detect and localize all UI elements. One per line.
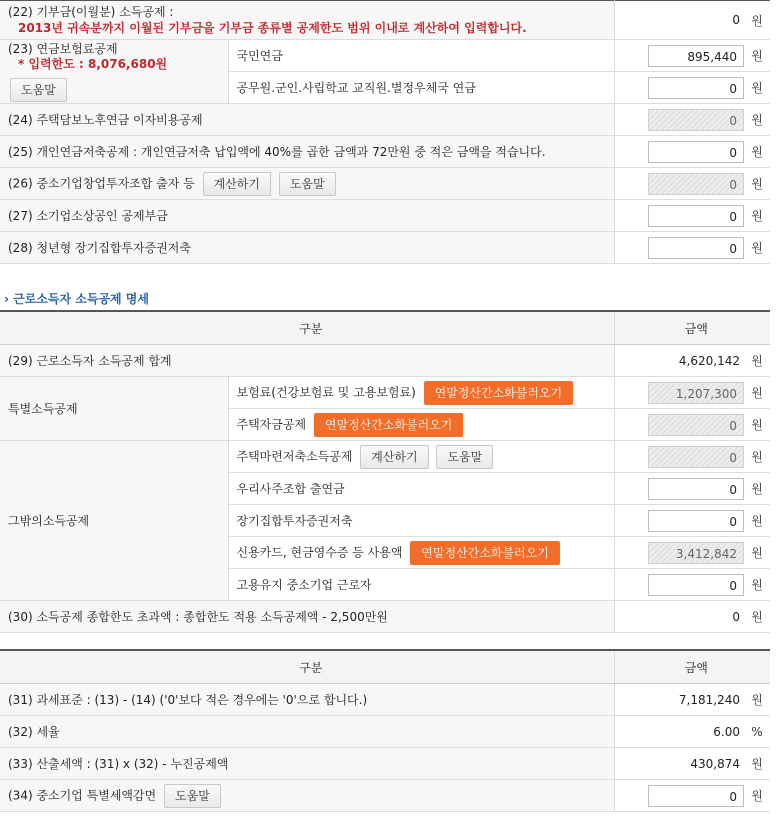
row-34 — [0, 780, 770, 812]
row-33 — [0, 748, 770, 780]
unit-label: 원 — [751, 177, 763, 191]
credit-card-input: 3,412,842 — [648, 542, 744, 564]
fund-saving-label: 장기집합투자증권저축 — [228, 505, 614, 537]
row-24-label: (24) 주택담보노후연금 이자비용공제 — [0, 104, 614, 136]
housing-fund-input: 0 — [648, 414, 744, 436]
unit-label: 원 — [751, 354, 763, 368]
row-32-value: 6.00 — [713, 724, 740, 739]
housing-saving-calc-button[interactable]: 계산하기 — [360, 445, 428, 469]
unit-label: 원 — [751, 482, 763, 496]
table-header — [0, 311, 770, 345]
tax-table — [0, 649, 770, 812]
row-23-limit: * 입력한도 : 8,076,680원 — [18, 56, 168, 71]
insurance-label: 보험료(건강보험료 및 고용보험료) — [236, 385, 416, 399]
row-24 — [0, 104, 770, 136]
employment-label: 고용유지 중소기업 근로자 — [228, 569, 614, 601]
unit-label: 원 — [751, 386, 763, 400]
row-31-value: 7,181,240 — [678, 692, 740, 707]
unit-label: 원 — [751, 418, 763, 432]
employment-input[interactable]: 0 — [648, 574, 744, 596]
unit-label: 원 — [751, 757, 763, 771]
row-26-label: (26) 중소기업창업투자조합 출자 등 — [8, 176, 195, 190]
row-33-value: 430,874 — [690, 756, 740, 771]
section-title: › 근로소득자 소득공제 명세 — [4, 292, 149, 306]
unit-label: 원 — [751, 450, 763, 464]
special-row-insurance — [0, 377, 770, 409]
special-deduction-label: 특별소득공제 — [0, 377, 228, 441]
row-30 — [0, 601, 770, 633]
unit-label: 원 — [751, 693, 763, 707]
row-26-input: 0 — [648, 173, 744, 195]
deduction-table-top — [0, 0, 770, 264]
public-pension-input[interactable]: 0 — [648, 77, 744, 99]
public-pension-label: 공무원.군인.사립학교 교직원.별정우체국 연금 — [228, 72, 614, 104]
row-28 — [0, 232, 770, 264]
row-32-label: (32) 세율 — [0, 716, 614, 748]
unit-label: 원 — [751, 113, 763, 127]
pension-help-button[interactable]: 도움말 — [10, 78, 67, 102]
unit-label: 원 — [751, 578, 763, 592]
header-amount: 금액 — [614, 311, 770, 345]
housing-saving-help-button[interactable]: 도움말 — [436, 445, 493, 469]
card-import-button[interactable]: 연말정산간소화불러오기 — [410, 541, 560, 565]
tax-header-amount: 금액 — [614, 650, 770, 684]
unit-label: 원 — [751, 209, 763, 223]
row-25-input[interactable]: 0 — [648, 141, 744, 163]
tax-header-category: 구분 — [0, 650, 614, 684]
unit-label: 원 — [751, 13, 763, 28]
esop-input[interactable]: 0 — [648, 478, 744, 500]
row-22 — [0, 1, 770, 40]
row-31-label: (31) 과세표준 : (13) - (14) ('0'보다 적은 경우에는 '0'으로 합니다.) — [0, 684, 614, 716]
insurance-input: 1,207,300 — [648, 382, 744, 404]
row-31 — [0, 684, 770, 716]
row-22-label: (22) 기부금(이월분) 소득공제 : — [8, 5, 174, 19]
row-23a — [0, 40, 770, 72]
header-category: 구분 — [0, 311, 614, 345]
row-22-value: 0 — [732, 13, 740, 27]
row-23-label: (23) 연금보험료공제 — [8, 41, 118, 56]
row-27-label: (27) 소기업소상공인 공제부금 — [0, 200, 614, 232]
row-32 — [0, 716, 770, 748]
esop-label: 우리사주조합 출연금 — [228, 473, 614, 505]
national-pension-label: 국민연금 — [228, 40, 614, 72]
credit-card-label: 신용카드, 현금영수증 등 사용액 — [236, 545, 403, 559]
row-33-label: (33) 산출세액 : (31) x (32) - 누진공제액 — [0, 748, 614, 780]
row-25 — [0, 136, 770, 168]
housing-saving-input: 0 — [648, 446, 744, 468]
tax-table-header — [0, 650, 770, 684]
row-30-label: (30) 소득공제 종합한도 초과액 : 종합한도 적용 소득공제액 - 2,500만원 — [0, 601, 614, 633]
row-26 — [0, 168, 770, 200]
fund-saving-input[interactable]: 0 — [648, 510, 744, 532]
row-24-input: 0 — [648, 109, 744, 131]
row-22-note: 2013년 귀속분까지 이월된 기부금을 기부금 종류별 공제한도 범위 이내로 계산하여 입력합니다. — [18, 21, 527, 35]
row-26-calc-button[interactable]: 계산하기 — [203, 172, 271, 196]
unit-label: 원 — [751, 610, 763, 624]
percent-unit: % — [751, 724, 763, 739]
unit-label: 원 — [751, 145, 763, 159]
deduction-table-mid — [0, 310, 770, 633]
row-28-input[interactable]: 0 — [648, 237, 744, 259]
other-deduction-label: 그밖의소득공제 — [0, 441, 228, 601]
other-row-saving — [0, 441, 770, 473]
row-29-value: 4,620,142 — [678, 353, 740, 368]
row-25-label: (25) 개인연금저축공제 : 개인연금저축 납입액에 40%를 곱한 금액과 72만원 중 적은 금액을 적습니다. — [0, 136, 614, 168]
unit-label: 원 — [751, 49, 763, 63]
unit-label: 원 — [751, 81, 763, 95]
national-pension-input[interactable]: 895,440 — [648, 45, 744, 67]
housing-fund-label: 주택자금공제 — [236, 417, 307, 431]
insurance-import-button[interactable]: 연말정산간소화불러오기 — [424, 381, 574, 405]
row-34-label: (34) 중소기업 특별세액감면 — [8, 788, 157, 802]
row-34-input[interactable]: 0 — [648, 785, 744, 807]
row-27 — [0, 200, 770, 232]
row-30-value: 0 — [732, 609, 740, 624]
unit-label: 원 — [751, 241, 763, 255]
row-29 — [0, 345, 770, 377]
row-28-label: (28) 청년형 장기집합투자증권저축 — [0, 232, 614, 264]
unit-label: 원 — [751, 514, 763, 528]
unit-label: 원 — [751, 789, 763, 803]
unit-label: 원 — [751, 546, 763, 560]
row-29-label: (29) 근로소득자 소득공제 합계 — [0, 345, 614, 377]
row-27-input[interactable]: 0 — [648, 205, 744, 227]
housing-import-button[interactable]: 연말정산간소화불러오기 — [314, 413, 464, 437]
row-26-help-button[interactable]: 도움말 — [279, 172, 336, 196]
row-34-help-button[interactable]: 도움말 — [164, 784, 221, 808]
housing-saving-label: 주택마련저축소득공제 — [236, 449, 353, 463]
